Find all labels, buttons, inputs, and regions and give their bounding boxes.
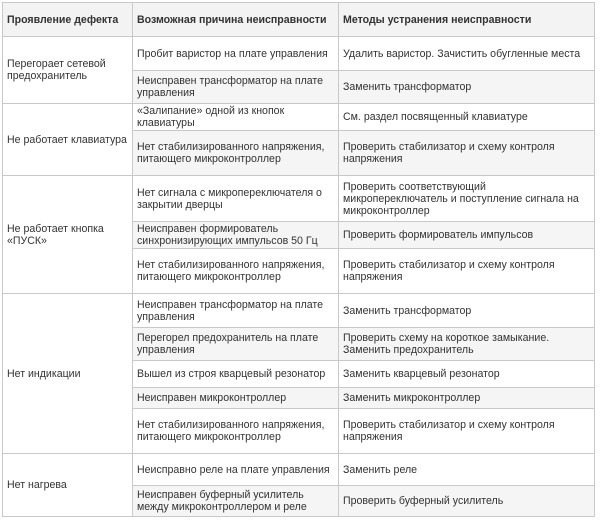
fix-cell: Заменить микроконтроллер: [339, 388, 595, 409]
fix-cell: Заменить трансформатор: [339, 294, 595, 328]
cause-cell: Неисправен микроконтроллер: [133, 388, 339, 409]
defect-cell: Перегорает сетевой предохранитель: [3, 37, 133, 104]
fix-cell: Проверить стабилизатор и схему контроля напряжения: [339, 409, 595, 454]
table-row: [3, 294, 595, 328]
cause-cell: Нет стабилизированного напряжения, питающего микроконтроллер: [133, 409, 339, 454]
defect-cell: Нет нагрева: [3, 454, 133, 517]
table-row: [3, 104, 595, 131]
fix-cell: Проверить стабилизатор и схему контроля напряжения: [339, 131, 595, 176]
fix-cell: Проверить стабилизатор и схему контроля напряжения: [339, 249, 595, 294]
table-body: [3, 37, 595, 517]
fix-cell: Удалить варистор. Зачистить обугленные места: [339, 37, 595, 71]
cause-cell: Нет сигнала с микропереключателя о закрытии дверцы: [133, 176, 339, 222]
table-row: [3, 454, 595, 486]
header-cause: Возможная причина неисправности: [133, 3, 339, 37]
cause-cell: Неисправно реле на плате управления: [133, 454, 339, 486]
table-row: [3, 37, 595, 71]
fix-cell: Проверить формирователь импульсов: [339, 222, 595, 249]
table-row: [3, 176, 595, 222]
cause-cell: Пробит варистор на плате управления: [133, 37, 339, 71]
header-fix: Методы устранения неисправности: [339, 3, 595, 37]
defect-cell: Нет индикации: [3, 294, 133, 454]
table-header-row: [3, 3, 595, 37]
defect-cell: Не работает кнопка «ПУСК»: [3, 176, 133, 294]
header-defect: Проявление дефекта: [3, 3, 133, 37]
fix-cell: Заменить реле: [339, 454, 595, 486]
fix-cell: См. раздел посвященный клавиатуре: [339, 104, 595, 131]
cause-cell: Нет стабилизированного напряжения, питающего микроконтроллер: [133, 131, 339, 176]
fix-cell: Проверить соответствующий микропереключатель и поступление сигнала на микроконтроллер: [339, 176, 595, 222]
defect-cell: Не работает клавиатура: [3, 104, 133, 176]
cause-cell: Неисправен буферный усилитель между микроконтроллером и реле: [133, 486, 339, 517]
cause-cell: Неисправен формирователь синхронизирующих импульсов 50 Гц: [133, 222, 339, 249]
cause-cell: Вышел из строя кварцевый резонатор: [133, 361, 339, 388]
fix-cell: Заменить трансформатор: [339, 71, 595, 104]
fix-cell: Заменить кварцевый резонатор: [339, 361, 595, 388]
cause-cell: Перегорел предохранитель на плате управления: [133, 328, 339, 361]
troubleshooting-table: [2, 2, 595, 517]
fix-cell: Проверить буферный усилитель: [339, 486, 595, 517]
cause-cell: «Залипание» одной из кнопок клавиатуры: [133, 104, 339, 131]
cause-cell: Неисправен трансформатор на плате управления: [133, 71, 339, 104]
fix-cell: Проверить схему на короткое замыкание. Заменить предохранитель: [339, 328, 595, 361]
cause-cell: Неисправен трансформатор на плате управления: [133, 294, 339, 328]
cause-cell: Нет стабилизированного напряжения, питающего микроконтроллер: [133, 249, 339, 294]
